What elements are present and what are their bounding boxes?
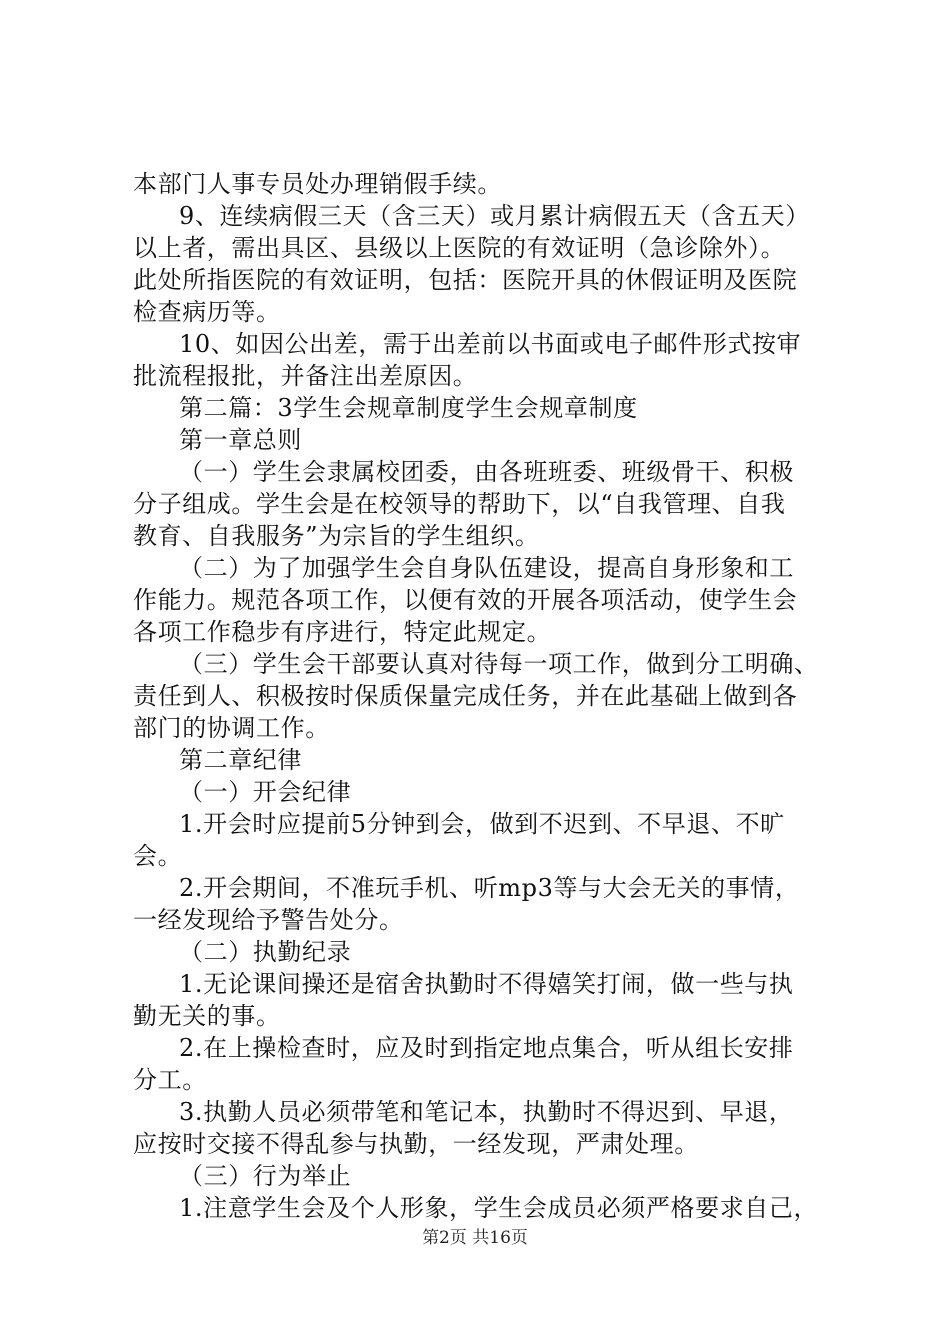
text-line: 1.注意学生会及个人形象，学生会成员必须严格要求自己， xyxy=(179,1194,819,1222)
text-line: 1.无论课间操还是宿舍执勤时不得嬉笑打闹，做一些与执 xyxy=(179,970,794,998)
text-line: 应按时交接不得乱参与执勤，一经发现，严肃处理。 xyxy=(133,1130,699,1158)
text-line: 2.开会期间，不准玩手机、听mp3等与大会无关的事情， xyxy=(179,874,800,902)
text-line: 批流程报批，并备注出差原因。 xyxy=(133,362,478,390)
text-line: 9、连续病假三天（含三天）或月累计病假五天（含五天） xyxy=(179,202,810,230)
text-line: （一）开会纪律 xyxy=(179,778,352,806)
text-line: 第二篇：3学生会规章制度学生会规章制度 xyxy=(179,394,638,422)
text-line: （三）行为举止 xyxy=(179,1162,352,1190)
text-line: （三）学生会干部要认真对待每一项工作，做到分工明确、 xyxy=(179,650,819,678)
text-line: 10、如因公出差，需于出差前以书面或电子邮件形式按审 xyxy=(179,330,802,358)
text-line: 以上者，需出具区、县级以上医院的有效证明（急诊除外）。 xyxy=(133,234,786,262)
text-line: 一经发现给予警告处分。 xyxy=(133,906,404,934)
text-line: 2.在上操检查时，应及时到指定地点集合，听从组长安排 xyxy=(179,1034,794,1062)
text-line: 本部门人事专员处办理销假手续。 xyxy=(133,170,502,198)
text-line: 勤无关的事。 xyxy=(133,1002,281,1030)
text-line: （二）为了加强学生会自身队伍建设，提高自身形象和工 xyxy=(179,554,794,582)
text-line: 第二章纪律 xyxy=(179,746,302,774)
text-line: 分子组成。学生会是在校领导的帮助下，以“自我管理、自我 xyxy=(133,490,786,518)
document-body xyxy=(133,168,833,1224)
page-footer: 第2页 共16页 xyxy=(422,1228,528,1248)
text-line: 教育、自我服务”为宗旨的学生组织。 xyxy=(133,522,540,550)
text-line: （一）学生会隶属校团委，由各班班委、班级骨干、积极 xyxy=(179,458,794,486)
text-line: 作能力。规范各项工作，以便有效的开展各项活动，使学生会 xyxy=(133,586,798,614)
text-line: 各项工作稳步有序进行，特定此规定。 xyxy=(133,618,552,646)
text-line: 3.执勤人员必须带笔和笔记本，执勤时不得迟到、早退， xyxy=(179,1098,794,1126)
text-line: 分工。 xyxy=(133,1066,207,1094)
text-line: 第一章总则 xyxy=(179,426,302,454)
text-line: （二）执勤纪录 xyxy=(179,938,352,966)
text-line: 此处所指医院的有效证明，包括：医院开具的休假证明及医院 xyxy=(133,266,798,294)
text-line: 会。 xyxy=(133,842,183,870)
text-line: 1.开会时应提前5分钟到会，做到不迟到、不早退、不旷 xyxy=(179,810,785,838)
text-line: 检查病历等。 xyxy=(133,298,281,326)
text-line: 责任到人、积极按时保质保量完成任务，并在此基础上做到各 xyxy=(133,682,798,710)
text-line: 部门的协调工作。 xyxy=(133,714,330,742)
